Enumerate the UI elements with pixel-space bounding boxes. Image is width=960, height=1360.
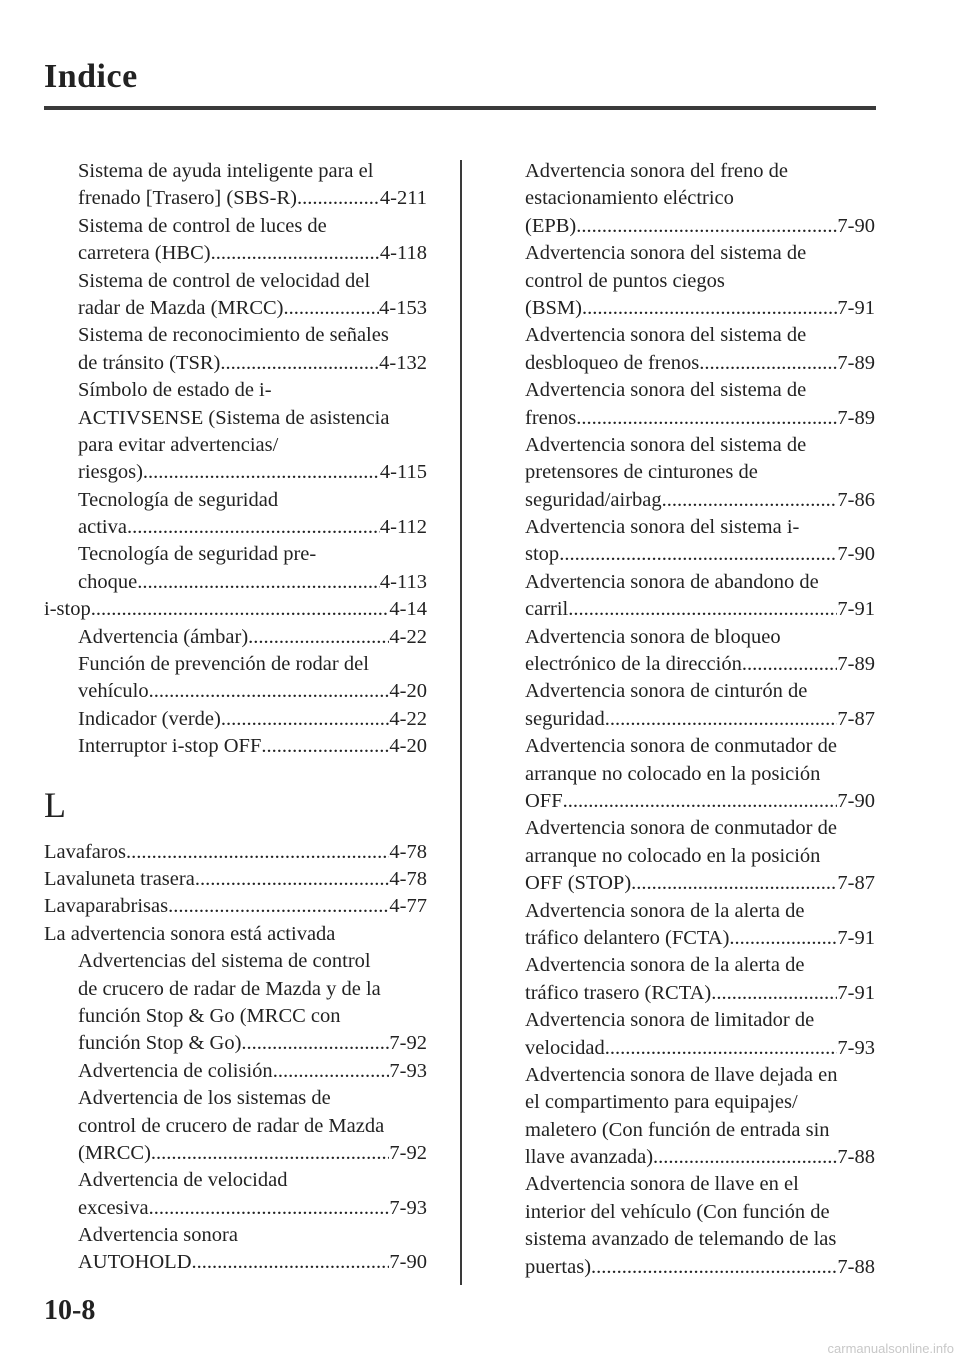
index-entry-text: carretera (HBC) <box>78 242 211 265</box>
index-entry-text: frenado [Trasero] (SBS-R) <box>78 187 298 210</box>
index-entry-text: Advertencia sonora de limitador de <box>525 1009 815 1032</box>
dot-leader <box>143 459 380 486</box>
index-entry-text: arranque no colocado en la posición <box>525 844 821 867</box>
dot-leader <box>605 706 838 733</box>
dot-leader <box>559 541 837 568</box>
index-entry-text: seguridad <box>525 707 605 730</box>
index-page-ref: 4-115 <box>379 461 427 484</box>
index-entry <box>525 487 875 514</box>
index-entry <box>44 921 427 948</box>
index-page-ref: 7-90 <box>837 214 875 237</box>
index-page-ref: 4-14 <box>389 598 427 621</box>
index-page-ref: 4-78 <box>389 867 427 890</box>
index-page-ref: 7-92 <box>389 1141 427 1164</box>
index-entry <box>44 322 427 349</box>
index-page-ref: 4-132 <box>379 351 427 374</box>
index-entry-text: arranque no colocado en la posición <box>525 762 821 785</box>
index-entry <box>525 651 875 678</box>
index-entry <box>525 898 875 925</box>
index-entry-text: Advertencia sonora de cinturón de <box>525 680 808 703</box>
index-entry-text: pretensores de cinturones de <box>525 461 758 484</box>
index-page-ref: 7-91 <box>837 926 875 949</box>
index-entry-text: para evitar advertencias/ <box>78 433 279 456</box>
index-entry-text: OFF <box>525 789 563 812</box>
index-entry-text: excesiva <box>78 1196 149 1219</box>
index-page-ref: 7-88 <box>837 1255 875 1278</box>
index-entry-text: Advertencia sonora de conmutador de <box>525 817 837 840</box>
dot-leader <box>297 185 380 212</box>
index-page-ref: 4-77 <box>389 895 427 918</box>
index-entry <box>525 350 875 377</box>
index-entry-text: tráfico trasero (RCTA) <box>525 981 712 1004</box>
index-page-ref: 7-90 <box>389 1251 427 1274</box>
index-entry <box>44 514 427 541</box>
index-entry <box>525 295 875 322</box>
index-page-ref: 7-91 <box>837 981 875 1004</box>
dot-leader <box>91 596 390 623</box>
dot-leader <box>220 350 379 377</box>
index-entry-text: Advertencia sonora de llave dejada en <box>525 1063 838 1086</box>
index-entry <box>525 733 875 760</box>
index-entry-text: Función de prevención de rodar del <box>78 653 369 676</box>
index-entry <box>525 405 875 432</box>
index-entry-text: riesgos) <box>78 461 143 484</box>
index-entry <box>525 322 875 349</box>
index-entry <box>44 596 427 623</box>
index-entry-text: OFF (STOP) <box>525 872 632 895</box>
index-entry <box>525 240 875 267</box>
index-entry-text: Advertencia sonora del sistema de <box>525 324 807 347</box>
index-entry <box>44 350 427 377</box>
index-entry <box>44 541 427 568</box>
index-entry-text: puertas) <box>525 1255 592 1278</box>
index-entry <box>525 377 875 404</box>
index-entry-text: Sistema de reconocimiento de señales <box>78 324 389 347</box>
index-entry-text: vehículo <box>78 680 149 703</box>
index-page-ref: 4-118 <box>379 242 427 265</box>
index-page-ref: 7-88 <box>837 1146 875 1169</box>
index-entry-text: AUTOHOLD <box>78 1251 192 1274</box>
index-entry-text: radar de Mazda (MRCC) <box>78 296 284 319</box>
index-entry <box>525 788 875 815</box>
index-entry-text: Advertencia sonora de llave en el <box>525 1173 799 1196</box>
index-entry <box>44 976 427 1003</box>
index-page-ref: 7-90 <box>837 789 875 812</box>
index-page-ref: 7-89 <box>837 351 875 374</box>
index-entry-text: de tránsito (TSR) <box>78 351 221 374</box>
index-page-ref: 7-93 <box>837 1036 875 1059</box>
dot-leader <box>576 405 837 432</box>
index-entry <box>44 1030 427 1057</box>
dot-leader <box>126 839 389 866</box>
index-entry <box>525 432 875 459</box>
index-entry-text: el compartimento para equipajes/ <box>525 1091 798 1114</box>
index-entry-text: Lavaluneta trasera <box>44 867 195 890</box>
dot-leader <box>582 295 837 322</box>
index-page-ref: 4-20 <box>389 735 427 758</box>
watermark: carmanualsonline.info <box>827 1341 954 1356</box>
dot-leader <box>149 678 390 705</box>
index-entry-text: Interruptor i-stop OFF <box>78 735 262 758</box>
index-entry <box>44 158 427 185</box>
dot-leader <box>127 514 380 541</box>
index-entry <box>44 1140 427 1167</box>
index-entry-text: Advertencia sonora de abandono de <box>525 570 819 593</box>
index-entry <box>44 240 427 267</box>
dot-leader <box>729 925 837 952</box>
index-entry <box>44 624 427 651</box>
dot-leader <box>137 569 380 596</box>
index-entry-text: sistema avanzado de telemando de las <box>525 1228 837 1251</box>
index-page-ref: 4-22 <box>389 707 427 730</box>
dot-leader <box>563 788 838 815</box>
index-entry <box>44 866 427 893</box>
index-entry <box>44 651 427 678</box>
index-entry-text: (MRCC) <box>78 1141 151 1164</box>
index-entry-text: Tecnología de seguridad <box>78 488 279 511</box>
index-entry-text: maletero (Con función de entrada sin <box>525 1118 830 1141</box>
index-entry-text: Advertencia sonora de bloqueo <box>525 625 781 648</box>
index-entry-text: La advertencia sonora está activada <box>44 922 336 945</box>
index-entry-text: choque <box>78 570 138 593</box>
index-entry <box>44 1003 427 1030</box>
index-entry <box>525 815 875 842</box>
index-entry-text: velocidad <box>525 1036 605 1059</box>
index-entry <box>525 268 875 295</box>
index-entry <box>525 596 875 623</box>
header-rule <box>44 106 876 110</box>
index-entry <box>44 405 427 432</box>
index-entry-text: electrónico de la dirección <box>525 653 742 676</box>
index-entry <box>525 1254 875 1281</box>
index-entry <box>44 1222 427 1249</box>
index-entry-text: frenos <box>525 406 577 429</box>
index-page-ref: 7-87 <box>837 707 875 730</box>
index-entry <box>44 1195 427 1222</box>
index-page-ref: 7-93 <box>389 1196 427 1219</box>
index-entry-text: Sistema de control de velocidad del <box>78 269 371 292</box>
index-entry-text: Sistema de ayuda inteligente para el <box>78 160 374 182</box>
index-entry-text: seguridad/airbag <box>525 488 662 511</box>
index-page-ref: 4-113 <box>379 570 427 593</box>
index-entry-text: Tecnología de seguridad pre- <box>78 543 317 566</box>
index-entry-text: Sistema de control de luces de <box>78 214 327 237</box>
index-entry-text: Indicador (verde) <box>78 707 221 730</box>
index-page-ref: 7-93 <box>389 1059 427 1082</box>
index-page-ref: 4-153 <box>379 296 427 319</box>
dot-leader <box>273 1058 390 1085</box>
index-entry <box>44 377 427 404</box>
page-number: 10-8 <box>44 1295 96 1326</box>
dot-leader <box>631 870 837 897</box>
index-entry-text: (BSM) <box>525 296 582 319</box>
index-entry <box>525 213 875 240</box>
dot-leader <box>568 596 837 623</box>
dot-leader <box>241 1030 389 1057</box>
index-entry <box>44 487 427 514</box>
index-entry-text: Advertencia sonora <box>78 1224 238 1247</box>
index-entry-text: tráfico delantero (FCTA) <box>525 926 730 949</box>
dot-leader <box>699 350 837 377</box>
index-entry <box>44 295 427 322</box>
index-entry <box>525 1226 875 1253</box>
index-entry-text: Advertencia sonora de la alerta de <box>525 899 805 922</box>
index-entry-text: stop <box>525 543 560 566</box>
dot-leader <box>211 240 380 267</box>
dot-leader <box>151 1140 390 1167</box>
index-entry-text: Advertencia sonora del sistema i- <box>525 516 800 539</box>
index-entry <box>525 1035 875 1062</box>
index-page-ref: 7-91 <box>837 296 875 319</box>
index-entry-text: Advertencia de velocidad <box>78 1169 288 1192</box>
index-entry <box>525 843 875 870</box>
index-entry-text: Lavaparabrisas <box>44 895 169 918</box>
index-entry <box>44 459 427 486</box>
section-letter-heading: L <box>44 784 66 825</box>
dot-leader <box>261 733 389 760</box>
index-entry-text: Advertencia sonora del sistema de <box>525 379 807 402</box>
index-entry <box>44 185 427 212</box>
index-column-left <box>44 158 427 1277</box>
index-page-ref: 4-20 <box>389 680 427 703</box>
index-entry <box>525 761 875 788</box>
index-entry-text: función Stop & Go) <box>78 1032 242 1055</box>
index-column-right <box>525 158 875 1281</box>
index-page-ref: 4-22 <box>389 625 427 648</box>
index-entry-text: carril <box>525 598 569 621</box>
index-entry-text: activa <box>78 516 127 539</box>
index-entry <box>525 158 875 185</box>
index-entry <box>525 870 875 897</box>
index-entry <box>525 1089 875 1116</box>
index-entry <box>44 733 427 760</box>
index-entry <box>525 1007 875 1034</box>
index-entry <box>525 569 875 596</box>
index-entry-text: Advertencia sonora del sistema de <box>525 433 807 456</box>
index-entry <box>44 893 427 920</box>
index-entry <box>44 948 427 975</box>
dot-leader <box>653 1144 837 1171</box>
index-entry-text: Advertencia de colisión <box>78 1059 273 1082</box>
dot-leader <box>192 1249 390 1276</box>
dot-leader <box>168 893 389 920</box>
index-entry-text: ACTIVSENSE (Sistema de asistencia <box>78 406 390 429</box>
index-entry-text: Advertencia sonora del freno de <box>525 160 788 182</box>
index-page-ref: 7-91 <box>837 598 875 621</box>
index-entry <box>525 1117 875 1144</box>
dot-leader <box>248 624 389 651</box>
index-entry-text: de crucero de radar de Mazda y de la <box>78 977 381 1000</box>
index-entry <box>525 514 875 541</box>
dot-leader <box>195 866 390 893</box>
dot-leader <box>605 1035 838 1062</box>
index-entry <box>525 925 875 952</box>
index-entry-text: i-stop <box>44 598 91 621</box>
index-entry <box>44 1249 427 1276</box>
index-entry-text: llave avanzada) <box>525 1146 654 1169</box>
index-entry-text: Advertencias del sistema de control <box>78 950 371 973</box>
index-entry <box>525 1144 875 1171</box>
index-page-ref: 7-89 <box>837 653 875 676</box>
index-entry <box>525 541 875 568</box>
index-entry-text: Advertencia sonora de conmutador de <box>525 735 837 758</box>
index-entry-text: (EPB) <box>525 214 577 237</box>
index-page-ref: 7-90 <box>837 543 875 566</box>
index-entry <box>44 432 427 459</box>
dot-leader <box>221 706 390 733</box>
index-entry-text: función Stop & Go (MRCC con <box>78 1004 341 1027</box>
index-entry-text: Advertencia de los sistemas de <box>78 1087 331 1110</box>
index-entry <box>525 185 875 212</box>
index-entry-text: control de crucero de radar de Mazda <box>78 1114 385 1137</box>
dot-leader <box>149 1195 390 1222</box>
index-entry <box>525 1199 875 1226</box>
index-entry <box>44 213 427 240</box>
index-entry <box>44 1167 427 1194</box>
index-entry-text: interior del vehículo (Con función de <box>525 1200 830 1223</box>
index-entry <box>44 839 427 866</box>
index-entry-text: Símbolo de estado de i- <box>78 379 272 402</box>
index-page-ref: 7-89 <box>837 406 875 429</box>
index-entry <box>44 1085 427 1112</box>
index-page-ref: 4-112 <box>379 516 427 539</box>
dot-leader <box>742 651 838 678</box>
column-divider <box>460 160 462 1285</box>
index-page-ref: 4-78 <box>389 840 427 863</box>
dot-leader <box>591 1254 837 1281</box>
index-page-ref: 4-211 <box>379 187 427 210</box>
index-entry <box>525 980 875 1007</box>
dot-leader <box>576 213 837 240</box>
index-page-ref: 7-92 <box>389 1032 427 1055</box>
index-entry <box>525 1062 875 1089</box>
dot-leader <box>284 295 380 322</box>
index-entry <box>44 1113 427 1140</box>
index-entry <box>525 952 875 979</box>
index-entry-text: Advertencia sonora del sistema de <box>525 242 807 265</box>
index-page-ref: 7-87 <box>837 872 875 895</box>
index-entry <box>44 569 427 596</box>
index-entry <box>525 624 875 651</box>
index-entry <box>44 1058 427 1085</box>
index-entry <box>525 459 875 486</box>
index-page-ref: 7-86 <box>837 488 875 511</box>
index-entry <box>44 706 427 733</box>
index-entry-text: desbloqueo de frenos <box>525 351 700 374</box>
index-entry <box>44 678 427 705</box>
index-entry <box>525 706 875 733</box>
dot-leader <box>662 487 838 514</box>
page-title: Indice <box>44 58 138 95</box>
index-entry <box>44 268 427 295</box>
index-entry-text: control de puntos ciegos <box>525 269 725 292</box>
index-entry-text: Advertencia (ámbar) <box>78 625 249 648</box>
dot-leader <box>711 980 837 1007</box>
index-entry-text: Lavafaros <box>44 840 126 863</box>
index-entry <box>525 678 875 705</box>
index-entry-text: estacionamiento eléctrico <box>525 187 734 210</box>
index-entry-text: Advertencia sonora de la alerta de <box>525 954 805 977</box>
index-entry <box>525 1171 875 1198</box>
